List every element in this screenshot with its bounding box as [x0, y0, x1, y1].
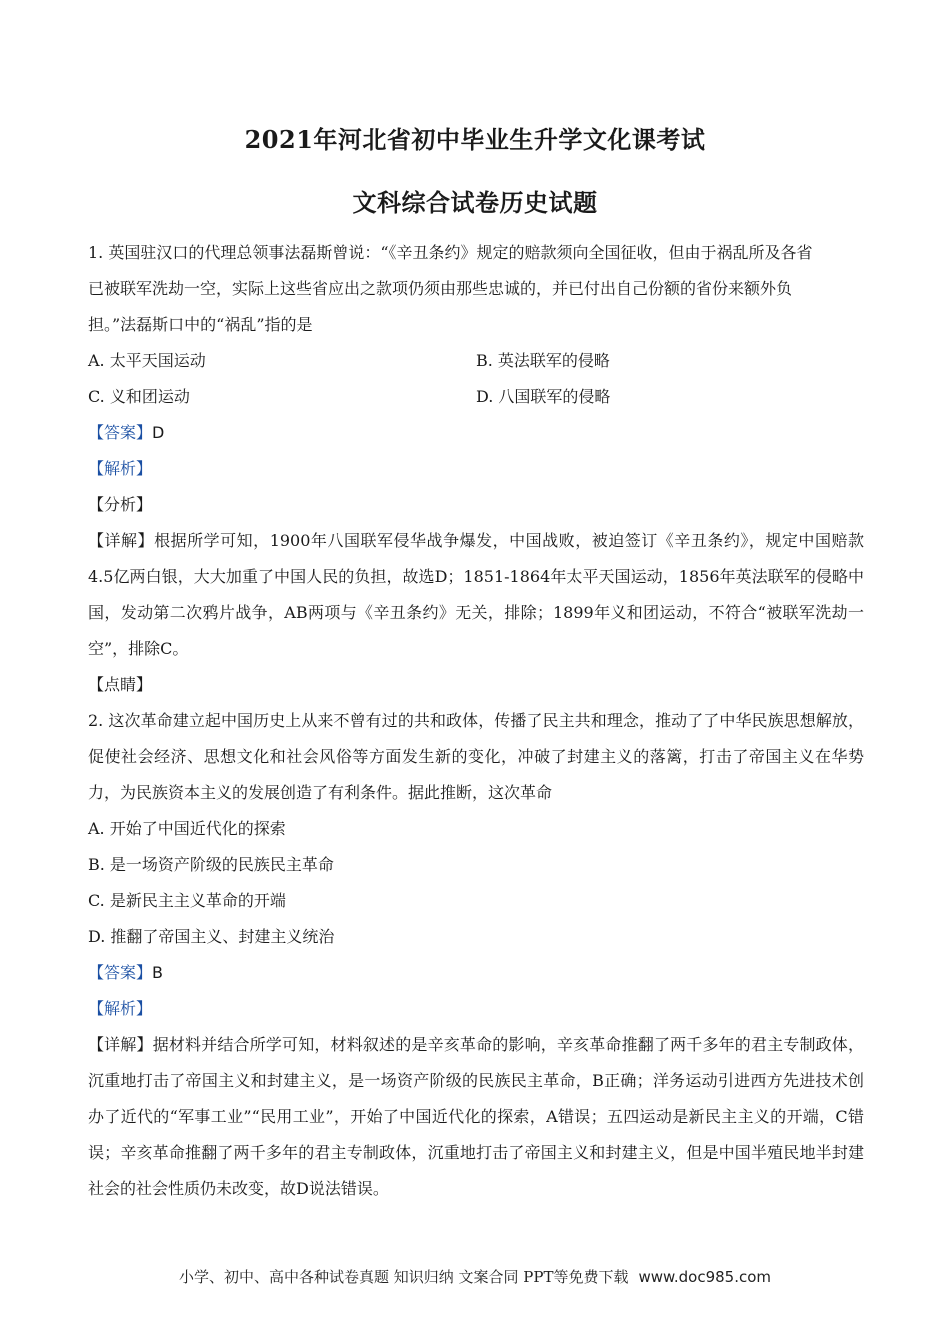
q2-answer-tag: 【答案】 [88, 963, 153, 982]
exam-subtitle: 文科综合试卷历史试题 [352, 188, 598, 217]
footer-text: 小学、初中、高中各种试卷真题 知识归纳 文案合同 PPT等免费下载 [178, 1268, 629, 1286]
q2-answer [88, 955, 864, 991]
question-1 [88, 235, 864, 703]
q2-stem: 2. 这次革命建立起中国历史上从来不曾有过的共和政体，传播了民主共和理念，推动了了中华民族思想解放，促使社会经济、思想文化和社会风俗等方面发生新的变化，冲破了封建主义的落篱，打击了帝国主义在华势力，为民族资本主义的发展创造了有利条件。据此推断，这次革命 [88, 711, 864, 802]
q1-options-row-1 [88, 343, 864, 379]
footer-url[interactable]: www.doc985.com [638, 1268, 772, 1286]
q1-stem-line-1: 1. 英国驻汉口的代理总领事法磊斯曾说：“《辛丑条约》规定的赔款须向全国征收，但由于祸乱所及各省 [88, 243, 813, 262]
question-content [88, 235, 864, 1207]
q2-option-c: C. 是新民主主义革命的开端 [88, 891, 286, 910]
q2-detail-tag: 【详解】 [88, 1035, 153, 1054]
q1-answer-value: D [152, 423, 165, 442]
q2-answer-value: B [152, 963, 163, 982]
q2-detail-text: 据材料并结合所学可知，材料叙述的是辛亥革命的影响，辛亥革命推翻了两千多年的君主专制政体，沉重地打击了帝国主义和封建主义，是一场资产阶级的民族民主革命，B正确；洋务运动引进西方先进技术创办了近代的“军事工业”“民用工业”，开始了中国近代化的探索，A错误；五四运动是新民主主义的开端，C错误；辛亥革命推翻了两千多年的君主专制政体，沉重地打击了帝国主义和封建主义，但是中国半殖民地半封建社会的社会性质仍未改变，故D说法错误。 [88, 1035, 864, 1198]
q2-option-a: A. 开始了中国近代化的探索 [88, 819, 286, 838]
q1-answer [88, 415, 864, 451]
q2-option-d: D. 推翻了帝国主义、封建主义统治 [88, 927, 335, 946]
q1-options-row-2 [88, 379, 864, 415]
q1-option-d: D. 八国联军的侵略 [476, 387, 611, 406]
q1-option-b: B. 英法联军的侵略 [476, 351, 610, 370]
page-footer [0, 1266, 950, 1287]
q1-fenxi-tag: 【分析】 [88, 495, 153, 514]
exam-title: 2021年河北省初中毕业生升学文化课考试 [244, 125, 706, 154]
q2-option-b: B. 是一场资产阶级的民族民主革命 [88, 855, 334, 874]
q1-detail [88, 523, 864, 667]
q1-dianjing-tag: 【点睛】 [88, 675, 153, 694]
q1-option-c: C. 义和团运动 [88, 387, 190, 406]
q1-detail-tag: 【详解】 [88, 531, 155, 550]
q1-detail-text: 根据所学可知，1900年八国联军侵华战争爆发，中国战败，被迫签订《辛丑条约》，规定中国赔款4.5亿两白银，大大加重了中国人民的负担，故选D；1851-1864年太平天国运动，1856年英法联军的侵略中国，发动第二次鸦片战争，AB两项与《辛丑条约》无关，排除；1899年义和团运动，不符合“被联军洗劫一空”，排除C。 [88, 531, 864, 658]
q1-analysis-tag: 【解析】 [88, 459, 153, 478]
q1-stem-line-2: 已被联军洗劫一空，实际上这些省应出之款项仍须由那些忠诚的，并已付出自己份额的省份来额外负 [88, 279, 793, 298]
q1-option-a: A. 太平天国运动 [88, 351, 206, 370]
q2-detail [88, 1027, 864, 1207]
question-2 [88, 703, 864, 1207]
q1-stem-line-3: 担。”法磊斯口中的“祸乱”指的是 [88, 315, 313, 334]
q1-answer-tag: 【答案】 [88, 423, 153, 442]
q2-analysis-tag: 【解析】 [88, 999, 153, 1018]
